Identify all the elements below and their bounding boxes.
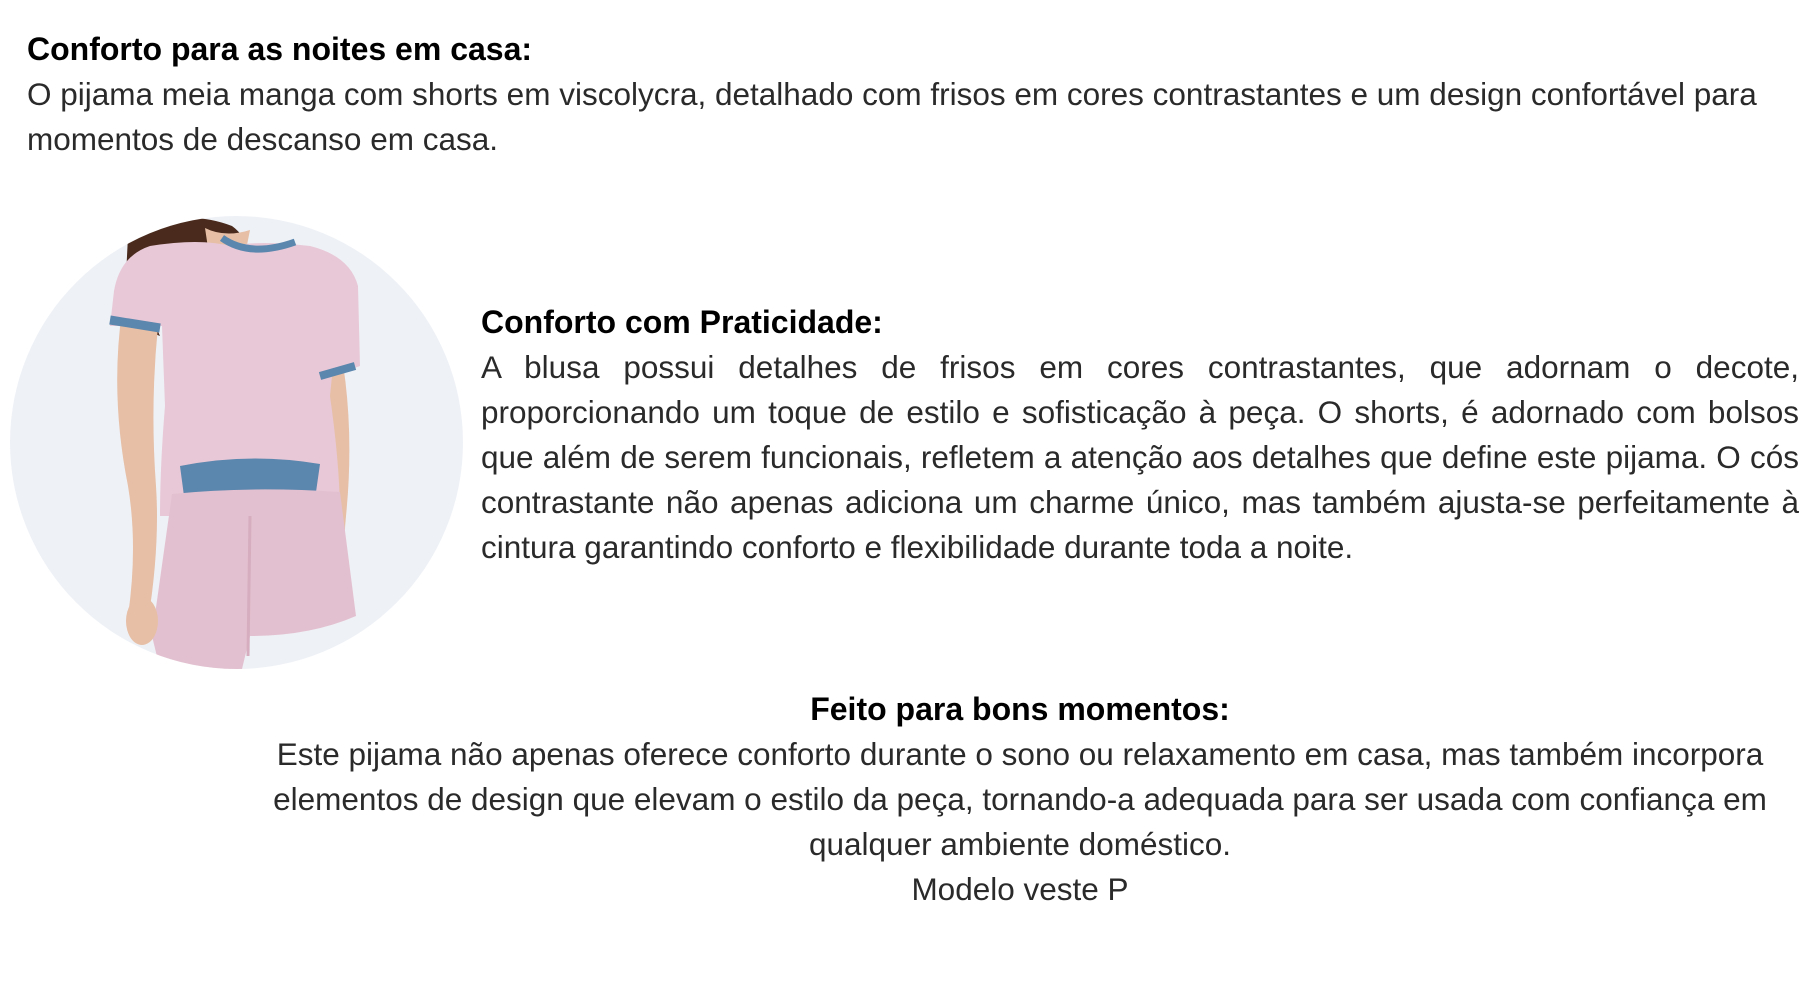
practicality-section <box>481 300 1799 570</box>
shorts-seam <box>248 516 250 656</box>
intro-title: Conforto para as noites em casa: <box>27 31 533 67</box>
hand-shape <box>126 597 158 645</box>
pajama-model-illustration <box>10 216 463 669</box>
moments-text: Este pijama não apenas oferece conforto durante o sono ou relaxamento em casa, mas também incorpora elementos de design que elevam o estilo da peça, tornando-a adequada para ser usada com confiança em qualquer ambiente doméstico. <box>273 736 1767 862</box>
moments-title: Feito para bons momentos: <box>810 691 1230 727</box>
intro-text: O pijama meia manga com shorts em viscolycra, detalhado com frisos em cores contrastantes e um design confortável para momentos de descanso em casa. <box>27 76 1757 157</box>
shorts-shape <box>152 489 356 669</box>
practicality-title: Conforto com Praticidade: <box>481 304 883 340</box>
product-photo <box>10 216 463 669</box>
left-arm <box>117 311 158 621</box>
moments-section <box>240 687 1800 912</box>
intro-section <box>27 27 1792 162</box>
model-size-note: Modelo veste P <box>911 871 1129 907</box>
practicality-text: A blusa possui detalhes de frisos em cores contrastantes, que adornam o decote, proporcionando um toque de estilo e sofisticação à peça. O shorts, é adornado com bolsos que além de serem funcionais, refletem a atenção aos detalhes que define este pijama. O cós contrastante não apenas adiciona um charme único, mas também ajusta-se perfeitamente à cintura garantindo conforto e flexibilidade durante toda a noite. <box>481 349 1799 565</box>
